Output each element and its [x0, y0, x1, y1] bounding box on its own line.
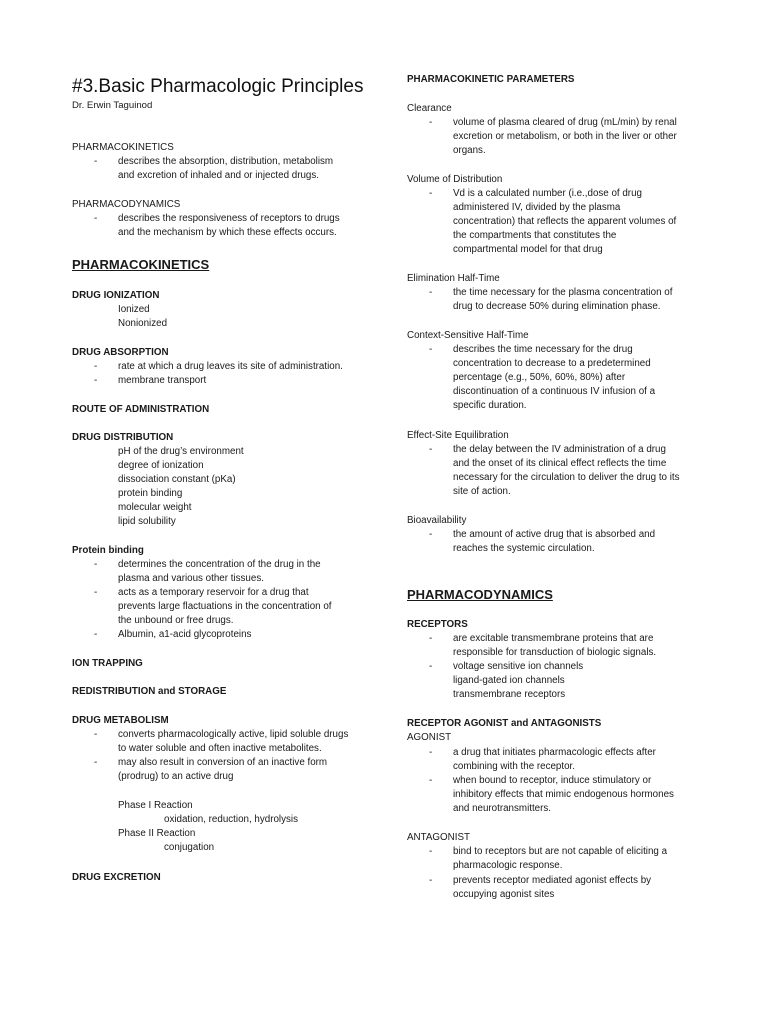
def-line: inhibitory effects that mimic endogenous hormones [453, 789, 674, 800]
def-line: describes the time necessary for the drug [453, 344, 633, 355]
document-title: #3.Basic Pharmacologic Principles [72, 76, 364, 97]
def-line: and the onset of its clinical effect reflects the time [453, 458, 667, 469]
bullet-dash: - [94, 559, 98, 570]
def-line: drug to decrease 50% during elimination phase. [453, 301, 661, 312]
pd-term: PHARMACODYNAMICS [72, 199, 181, 210]
def-line: bind to receptors but are not capable of eliciting a [453, 846, 668, 857]
def-line: combining with the receptor. [453, 761, 575, 772]
drug-distribution-heading: DRUG DISTRIBUTION [72, 432, 174, 443]
clearance-term: Clearance [407, 103, 452, 114]
bullet-dash: - [94, 629, 98, 640]
bullet-dash: - [429, 444, 433, 455]
def-line: voltage sensitive ion channels [453, 661, 584, 672]
list-item: lipid solubility [118, 516, 176, 527]
def-line: the compartments that constitutes the [453, 230, 617, 241]
list-item: membrane transport [118, 375, 207, 386]
def-line: excretion or metabolism, or both in the liver or other [453, 131, 677, 142]
def-line: Vd is a calculated number (i.e.,dose of drug [453, 188, 642, 199]
list-item: rate at which a drug leaves its site of administration. [118, 361, 343, 372]
context-term: Context-Sensitive Half-Time [407, 330, 529, 341]
def-line: occupying agonist sites [453, 889, 555, 900]
list-item: Nonionized [118, 318, 168, 329]
def-line: when bound to receptor, induce stimulatory or [453, 775, 652, 786]
bullet-dash: - [429, 633, 433, 644]
def-line: the delay between the IV administration of a drug [453, 444, 666, 455]
bullet-dash: - [94, 361, 98, 372]
def-line: concentration) that reflects the apparent volumes of [453, 216, 677, 227]
bullet-dash: - [429, 875, 433, 886]
bullet-dash: - [94, 156, 98, 167]
def-line: prevents receptor mediated agonist effects by [453, 875, 652, 886]
agonist-term: AGONIST [407, 732, 452, 743]
bullet-dash: - [94, 375, 98, 386]
pk-term: PHARMACOKINETICS [72, 142, 174, 153]
params-heading: PHARMACOKINETIC PARAMETERS [407, 74, 575, 85]
list-item: to water soluble and often inactive metabolites. [118, 743, 322, 754]
list-item: converts pharmacologically active, lipid soluble drugs [118, 729, 349, 740]
bullet-dash: - [429, 188, 433, 199]
def-line: concentration to decrease to a predetermined [453, 358, 651, 369]
def-line: a drug that initiates pharmacologic effects after [453, 747, 656, 758]
list-item: molecular weight [118, 502, 192, 513]
def-line: organs. [453, 145, 486, 156]
antagonist-term: ANTAGONIST [407, 832, 470, 843]
effect-term: Effect-Site Equilibration [407, 430, 509, 441]
list-item: Albumin, a1-acid glycoproteins [118, 629, 252, 640]
bullet-dash: - [429, 846, 433, 857]
def-line: reaches the systemic circulation. [453, 543, 595, 554]
phase2-detail: conjugation [164, 842, 215, 853]
bio-term: Bioavailability [407, 515, 467, 526]
pd-def-line: describes the responsiveness of receptors to drugs [118, 213, 340, 224]
pk-def-line: and excretion of inhaled and or injected drugs. [118, 170, 319, 181]
bullet-dash: - [429, 287, 433, 298]
list-item: (prodrug) to an active drug [118, 771, 234, 782]
pk-def-line: describes the absorption, distribution, metabolism [118, 156, 334, 167]
list-item: Ionized [118, 304, 150, 315]
list-item: determines the concentration of the drug in the [118, 559, 321, 570]
def-line: responsible for transduction of biologic signals. [453, 647, 657, 658]
def-line: percentage (e.g., 50%, 60%, 80%) after [453, 372, 626, 383]
bullet-dash: - [429, 747, 433, 758]
bullet-dash: - [429, 529, 433, 540]
protein-binding-heading: Protein binding [72, 545, 144, 556]
def-line: ligand-gated ion channels [453, 675, 565, 686]
vd-term: Volume of Distribution [407, 174, 503, 185]
def-line: administered IV, divided by the plasma [453, 202, 621, 213]
list-item: dissociation constant (pKa) [118, 474, 236, 485]
bullet-dash: - [94, 587, 98, 598]
pharmacokinetics-heading: PHARMACOKINETICS [72, 257, 210, 272]
receptors-heading: RECEPTORS [407, 619, 468, 630]
halftime-term: Elimination Half-Time [407, 273, 500, 284]
agonist-antagonist-heading: RECEPTOR AGONIST and ANTAGONISTS [407, 718, 602, 729]
bullet-dash: - [94, 729, 98, 740]
phase1-detail: oxidation, reduction, hydrolysis [164, 814, 298, 825]
bullet-dash: - [429, 661, 433, 672]
list-item: acts as a temporary reservoir for a drug that [118, 587, 309, 598]
def-line: specific duration. [453, 400, 527, 411]
ion-trapping-heading: ION TRAPPING [72, 658, 143, 669]
list-item: plasma and various other tissues. [118, 573, 264, 584]
bullet-dash: - [94, 757, 98, 768]
bullet-dash: - [429, 117, 433, 128]
route-heading: ROUTE OF ADMINISTRATION [72, 404, 210, 415]
def-line: transmembrane receptors [453, 689, 566, 700]
pd-def-line: and the mechanism by which these effects occurs. [118, 227, 337, 238]
bullet-dash: - [94, 213, 98, 224]
pharmacodynamics-heading: PHARMACODYNAMICS [407, 587, 553, 602]
phase1-label: Phase I Reaction [118, 800, 193, 811]
drug-absorption-heading: DRUG ABSORPTION [72, 347, 169, 358]
list-item: prevents large flactuations in the concentration of [118, 601, 332, 612]
phase2-label: Phase II Reaction [118, 828, 196, 839]
list-item: may also result in conversion of an inactive form [118, 757, 328, 768]
list-item: degree of ionization [118, 460, 204, 471]
def-line: the time necessary for the plasma concentration of [453, 287, 673, 298]
list-item: the unbound or free drugs. [118, 615, 234, 626]
drug-ionization-heading: DRUG IONIZATION [72, 290, 160, 301]
bullet-dash: - [429, 775, 433, 786]
def-line: the amount of active drug that is absorbed and [453, 529, 656, 540]
def-line: pharmacologic response. [453, 860, 563, 871]
def-line: compartmental model for that drug [453, 244, 603, 255]
def-line: and neurotransmitters. [453, 803, 552, 814]
list-item: pH of the drug’s environment [118, 446, 244, 457]
def-line: are excitable transmembrane proteins that are [453, 633, 654, 644]
author: Dr. Erwin Taguinod [72, 100, 153, 111]
def-line: volume of plasma cleared of drug (mL/min) by renal [453, 117, 677, 128]
drug-metabolism-heading: DRUG METABOLISM [72, 715, 169, 726]
list-item: protein binding [118, 488, 183, 499]
def-line: discontinuation of a continuous IV infusion of a [453, 386, 656, 397]
def-line: site of action. [453, 486, 511, 497]
redistribution-heading: REDISTRIBUTION and STORAGE [72, 686, 227, 697]
drug-excretion-heading: DRUG EXCRETION [72, 872, 161, 883]
bullet-dash: - [429, 344, 433, 355]
def-line: necessary for the circulation to deliver the drug to its [453, 472, 680, 483]
